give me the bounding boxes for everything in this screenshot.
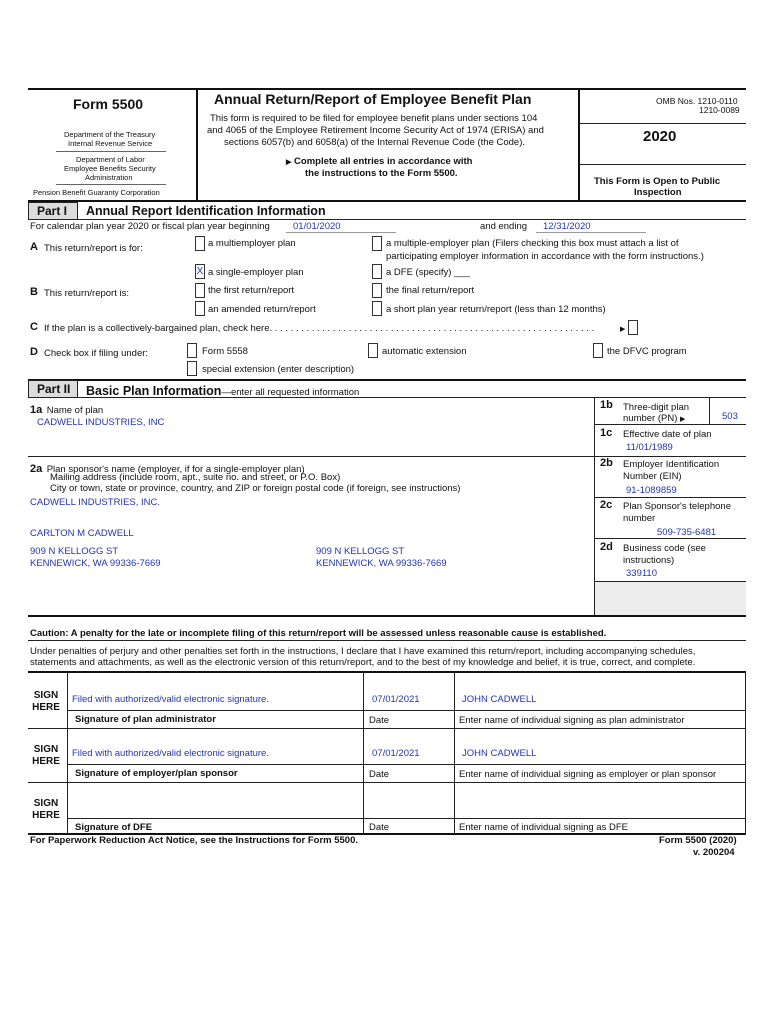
arrow-right-icon: ▶ [620, 326, 626, 333]
single-employer-label: a single-employer plan [208, 267, 304, 278]
final-return-label: the final return/report [386, 285, 475, 296]
admin-signature: Filed with authorized/valid electronic signature. [72, 694, 269, 705]
short-plan-year-checkbox[interactable] [372, 301, 382, 316]
sponsor-signer-name: JOHN CADWELL [462, 748, 537, 759]
line-2c-text-2: number [623, 513, 656, 524]
dept-treasury: Department of the Treasury [64, 130, 156, 139]
sponsor-sign-date: 07/01/2021 [372, 748, 420, 759]
public-inspection-2: Inspection [634, 187, 682, 198]
line-1b-text-2: number (PN) ▶ [623, 413, 686, 424]
form-description-1: This form is required to be filed for employee benefit plans under sections 104 [210, 113, 538, 124]
sponsor-signature-label: Signature of employer/plan sponsor [75, 768, 238, 779]
multiple-employer-label-2: participating employer information in accordance with the form instructions.) [386, 251, 704, 262]
pbgc: Pension Benefit Guaranty Corporation [33, 188, 160, 197]
dfe-signature-label: Signature of DFE [75, 822, 153, 833]
final-return-checkbox[interactable] [372, 283, 382, 298]
location-street: 909 N KELLOGG ST [316, 546, 405, 557]
special-extension-label: special extension (enter description) [202, 364, 355, 375]
line-2a: 2a Plan sponsor's name (employer, if for a single-employer plan) [30, 463, 305, 475]
line-2c-num: 2c [600, 499, 613, 511]
dfe-label: a DFE (specify) ___ [386, 267, 470, 278]
dfe-date-label: Date [369, 822, 390, 833]
line-2b-text-1: Employer Identification [623, 459, 720, 470]
mailing-street: 909 N KELLOGG ST [30, 546, 119, 557]
form-version: Form 5500 (2020) [659, 835, 737, 846]
line-1a: 1a Name of plan [30, 404, 104, 416]
multiple-employer-checkbox[interactable] [372, 236, 382, 251]
form-5558-label: Form 5558 [202, 346, 248, 357]
line-2a-mail: Mailing address (include room, apt., suite no. and street, or P.O. Box) [50, 472, 341, 483]
collectively-bargained-checkbox[interactable] [628, 320, 638, 335]
line-d-letter: D [30, 346, 38, 358]
line-1b-text-1: Three-digit plan [623, 402, 690, 413]
multiple-employer-label-1: a multiple-employer plan (Filers checking this box must attach a list of [386, 238, 679, 249]
line-2d-text-1: Business code (see [623, 543, 706, 554]
ending-text: and ending [480, 221, 528, 232]
omb-number-1: OMB Nos. 1210-0110 [656, 96, 738, 106]
line-d-text: Check box if filing under: [44, 348, 149, 359]
line-2d-text-2: instructions) [623, 555, 675, 566]
admin-sign-date: 07/01/2021 [372, 694, 420, 705]
automatic-extension-checkbox[interactable] [368, 343, 378, 358]
ein: 91-1089859 [626, 485, 677, 496]
line-a-text: This return/report is for: [44, 243, 143, 254]
location-city: KENNEWICK, WA 99336-7669 [316, 558, 447, 569]
paperwork-notice: For Paperwork Reduction Act Notice, see the Instructions for Form 5500. [30, 835, 358, 846]
form-year: 2020 [643, 128, 677, 145]
sponsor-name-label: Enter name of individual signing as employer or plan sponsor [459, 769, 717, 780]
admin-name: JOHN CADWELL [462, 694, 537, 705]
sponsor-signature: Filed with authorized/valid electronic signature. [72, 748, 269, 759]
business-code: 339110 [626, 568, 657, 579]
omb-number-2: 1210-0089 [699, 105, 740, 115]
single-employer-checkbox[interactable]: X [196, 266, 204, 277]
amended-return-checkbox[interactable] [195, 301, 205, 316]
part2-title: Basic Plan Information—enter all requested information [86, 384, 360, 398]
dfvc-label: the DFVC program [607, 346, 687, 357]
dfvc-checkbox[interactable] [593, 343, 603, 358]
sponsor-phone: 509-735-6481 [657, 527, 717, 538]
plan-year-end: 12/31/2020 [543, 221, 591, 232]
admin-date-label: Date [369, 715, 390, 726]
line-1b-num: 1b [600, 399, 613, 411]
dfe-name-label: Enter name of individual signing as DFE [459, 822, 628, 833]
complete-instruction-2: the instructions to the Form 5500. [305, 168, 458, 179]
perjury-text-2: statements and attachments, as well as the electronic version of this return/report, and to the best of my knowledge and belief, it is true, correct, and complete. [30, 657, 696, 668]
part2-label: Part II [28, 380, 78, 398]
public-inspection-1: This Form is Open to Public [594, 176, 721, 187]
short-plan-year-label: a short plan year return/report (less than 12 months) [386, 304, 606, 315]
effective-date: 11/01/1989 [626, 442, 673, 453]
caution-title: Caution: A penalty for the late or incomplete filing of this return/report will be assessed unless reasonable cause is established. [30, 628, 607, 639]
sign-here-1: SIGN HERE [32, 690, 60, 713]
ebsa-line2: Administration [85, 173, 133, 182]
perjury-text-1: Under penalties of perjury and other penalties set forth in the instructions, I declare that I have examined this return/report, including accompanying schedules, [30, 646, 696, 657]
line-2b-text-2: Number (EIN) [623, 471, 682, 482]
plan-name: CADWELL INDUSTRIES, INC [37, 417, 165, 428]
sign-here-2: SIGN HERE [32, 744, 60, 767]
part1-title: Annual Report Identification Information [86, 204, 326, 218]
ebsa-line1: Employee Benefits Security [64, 164, 156, 173]
automatic-extension-label: automatic extension [382, 346, 467, 357]
line-2b-num: 2b [600, 457, 613, 469]
mailing-city: KENNEWICK, WA 99336-7669 [30, 558, 161, 569]
form-title: Annual Return/Report of Employee Benefit Plan [214, 91, 532, 107]
admin-signature-label: Signature of plan administrator [75, 714, 216, 725]
first-return-checkbox[interactable] [195, 283, 205, 298]
admin-name-label: Enter name of individual signing as plan administrator [459, 715, 685, 726]
form-5558-checkbox[interactable] [187, 343, 197, 358]
amended-return-label: an amended return/report [208, 304, 316, 315]
sponsor-date-label: Date [369, 769, 390, 780]
part1-label: Part I [28, 202, 78, 220]
line-2a-city: City or town, state or province, country, and ZIP or foreign postal code (if foreign, see instructions) [50, 483, 461, 494]
special-extension-checkbox[interactable] [187, 361, 197, 376]
calendar-year-text: For calendar plan year 2020 or fiscal plan year beginning [30, 221, 270, 232]
arrow-right-icon: ▶ [286, 159, 292, 166]
plan-number: 503 [722, 411, 738, 422]
line-1c-text: Effective date of plan [623, 429, 712, 440]
plan-year-begin: 01/01/2020 [293, 221, 341, 232]
form-description-3: sections 6057(b) and 6058(a) of the Internal Revenue Code (the Code). [224, 137, 526, 148]
line-2c-text-1: Plan Sponsor's telephone [623, 501, 731, 512]
irs: Internal Revenue Service [68, 139, 153, 148]
line-b-letter: B [30, 286, 38, 298]
line-1c-num: 1c [600, 427, 613, 439]
form-name: Form 5500 [73, 96, 144, 112]
multiemployer-checkbox[interactable] [195, 236, 205, 251]
dfe-checkbox[interactable] [372, 264, 382, 279]
line-2d-num: 2d [600, 541, 613, 553]
form-version-number: v. 200204 [693, 847, 735, 858]
multiemployer-label: a multiemployer plan [208, 238, 296, 249]
line-b-text: This return/report is: [44, 288, 129, 299]
arrow-right-icon: ▶ [680, 416, 686, 423]
contact-name: CARLTON M CADWELL [30, 528, 134, 539]
dept-labor: Department of Labor [76, 155, 145, 164]
line-c-text: If the plan is a collectively-bargained plan, check here. . . . . . . . . . . . . . . . . . . . . . . . . . . . . . . . . . . . . . . . . . . . . . . . . . . . . . . . . . . . . . [44, 323, 595, 334]
line-a-letter: A [30, 241, 38, 253]
complete-instruction-1: ▶ Complete all entries in accordance with [286, 156, 473, 167]
first-return-label: the first return/report [208, 285, 295, 296]
form-description-2: and 4065 of the Employee Retirement Income Security Act of 1974 (ERISA) and [207, 125, 544, 136]
sponsor-name: CADWELL INDUSTRIES, INC. [30, 497, 161, 508]
line-c-letter: C [30, 321, 38, 333]
sign-here-3: SIGN HERE [32, 798, 60, 821]
